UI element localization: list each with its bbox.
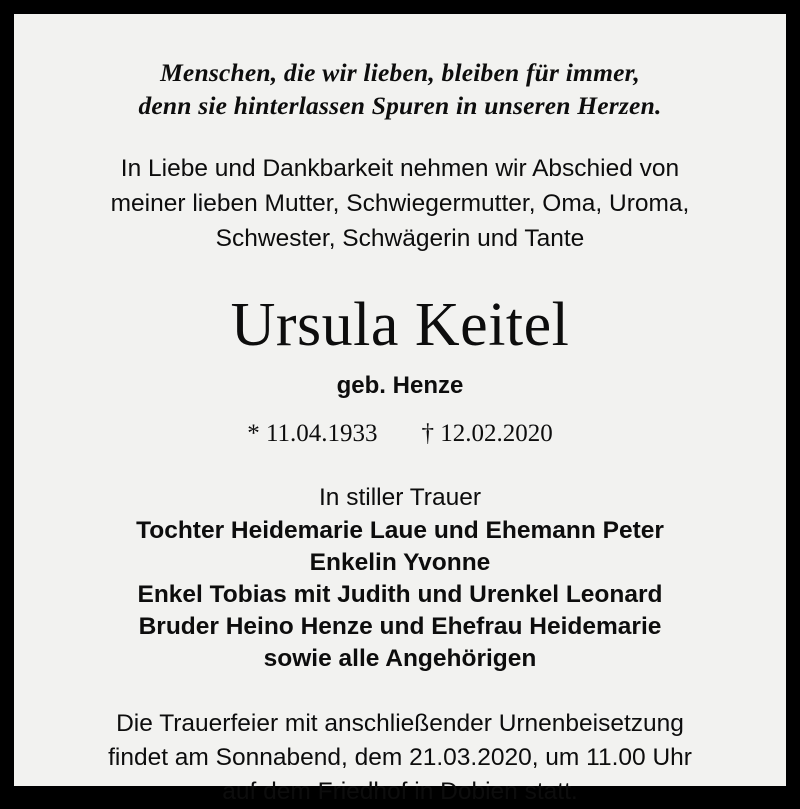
funeral-line-3: auf dem Friedhof in Dobien statt. <box>222 778 578 806</box>
funeral-line-1: Die Trauerfeier mit anschließender Urnenbeisetzung <box>116 709 684 737</box>
motto-line-2: denn sie hinterlassen Spuren in unseren Herzen. <box>138 91 662 121</box>
intro-text <box>111 152 690 256</box>
motto-line-1: Menschen, die wir lieben, bleiben für immer, <box>160 58 640 87</box>
intro-line-1: In Liebe und Dankbarkeit nehmen wir Abschied von <box>120 155 680 183</box>
life-dates <box>247 419 553 449</box>
birth-date: * 11.04.1933 <box>247 419 378 447</box>
death-date: † 12.02.2020 <box>421 419 553 447</box>
mourners-list <box>136 515 664 674</box>
funeral-details <box>108 707 692 809</box>
mourner-line: Tochter Heidemarie Laue und Ehemann Peter <box>136 517 664 545</box>
intro-line-3: Schwester, Schwägerin und Tante <box>215 224 585 252</box>
motto-verse <box>138 56 661 122</box>
mourner-line: Enkelin Yvonne <box>309 549 491 577</box>
mourner-line: Enkel Tobias mit Judith und Urenkel Leonard <box>137 581 663 609</box>
mourners-heading: In stiller Trauer <box>318 483 481 511</box>
intro-line-2: meiner lieben Mutter, Schwiegermutter, Oma, Uroma, <box>110 190 690 218</box>
funeral-line-2: findet am Sonnabend, dem 21.03.2020, um 11.00 Uhr <box>108 743 692 771</box>
mourner-line: sowie alle Angehörigen <box>263 644 537 672</box>
deceased-name: Ursula Keitel <box>230 290 570 359</box>
obituary-card <box>14 14 786 806</box>
mourners-section <box>136 482 664 675</box>
maiden-name: geb. Henze <box>336 371 464 399</box>
mourner-line: Bruder Heino Henze und Ehefrau Heidemarie <box>138 612 662 640</box>
